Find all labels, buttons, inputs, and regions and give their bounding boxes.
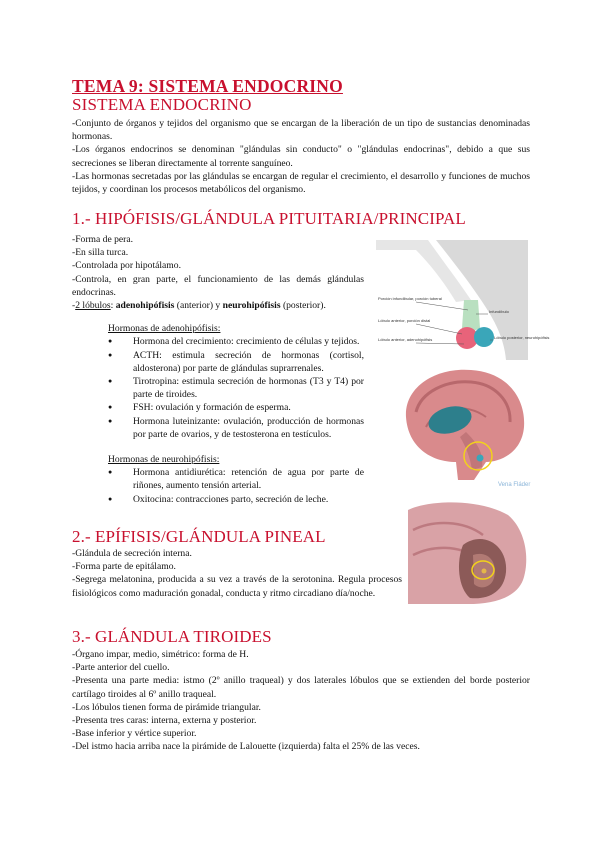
figure-label: Lóbulo anterior, adenohipófisis: [378, 337, 433, 342]
section-heading-hipofisis: 1.- HIPÓFISIS/GLÁNDULA PITUITARIA/PRINCIPAL: [72, 209, 466, 228]
figure-label: Lóbulo posterior, neurohipófisis: [494, 335, 550, 340]
text-line: -Forma de pera.: [72, 234, 134, 245]
intro-paragraph: -Los órganos endocrinos se denominan "glándulas sin conducto" o "glándulas endocrinas", debido a que sus secreciones se liberan directamente al torrente sanguíneo.: [72, 144, 530, 169]
section-title-sistema-endocrino: SISTEMA ENDOCRINO: [72, 95, 252, 114]
text-line: -Presenta tres caras: interna, externa y posterior.: [72, 715, 257, 727]
list-item: ● FSH: ovulación y formación de esperma.: [72, 401, 364, 414]
figure-label: Infundíbulo: [489, 309, 509, 314]
figure-label: Lóbulo anterior, porción distal: [378, 318, 431, 323]
list-item: ● ACTH: estimula secreción de hormonas (cortisol, aldosterona) por parte de glándulas suprarrenales.: [72, 349, 364, 375]
brain-figure-pineal: [408, 500, 528, 604]
intro-block: [72, 117, 530, 196]
brain-figure-pituitary: [396, 362, 531, 492]
text-line: -Órgano impar, medio, simétrico: forma de H.: [72, 649, 249, 660]
text-line: -Parte anterior del cuello.: [72, 662, 170, 674]
tiroides-text: [72, 648, 530, 754]
text-line: -Controlada por hipotálamo.: [72, 260, 181, 272]
text-line: -Controla, en gran parte, el funcionamiento de las demás glándulas endocrinas.: [72, 273, 364, 298]
text-line: -Forma parte de epitálamo.: [72, 561, 176, 573]
figure-caption: Vena Fláder: [498, 482, 531, 488]
text-line: -Segrega melatonina, producida a su vez a través de la serotonina. Regula procesos fisiológicos como maduración gonadal, conducta y ritmo circadiano día/noche.: [72, 574, 402, 599]
text-line: -Del istmo hacia arriba nace la pirámide de Lalouette (izquierda) falta el 25% de las veces.: [72, 741, 420, 753]
neuro-hormone-list: [72, 466, 364, 506]
adeno-heading: Hormonas de adenohipófisis:: [108, 323, 221, 335]
text-line: -Base inferior y vértice superior.: [72, 728, 197, 740]
list-item: ● Tirotropina: estimula secreción de hormonas (T3 y T4) por parte de tiroides.: [72, 375, 364, 401]
epifisis-text: [72, 547, 402, 600]
text-line: -Glándula de secreción interna.: [72, 548, 192, 559]
intro-paragraph: -Conjunto de órganos y tejidos del organismo que se encargan de la liberación de un tipo de sustancias denominadas hormonas.: [72, 118, 530, 143]
lobulos-line: -2 lóbulos: adenohipófisis (anterior) y neurohipófisis (posterior).: [72, 300, 326, 312]
document-title: TEMA 9: SISTEMA ENDOCRINO: [72, 76, 343, 96]
list-item: ● Hormona luteinizante: ovulación, producción de hormonas por parte de ovarios, y de testosterona en testículos.: [72, 415, 364, 441]
text-line: -Presenta una parte media: istmo (2º anillo traqueal) y dos laterales lóbulos que se extienden del borde posterior cartílago tiroides al 6º anillo traqueal.: [72, 675, 530, 700]
section-heading-tiroides: 3.- GLÁNDULA TIROIDES: [72, 627, 272, 646]
neuro-heading: Hormonas de neurohipófisis:: [108, 454, 220, 466]
text-line: -En silla turca.: [72, 247, 129, 259]
section-heading-epifisis: 2.- EPÍFISIS/GLÁNDULA PINEAL: [72, 527, 326, 546]
intro-paragraph: -Las hormonas secretadas por las glándulas se encargan de regular el crecimiento, el desarrollo y funciones de muchos tejidos, y coordinan los procesos metabólicos del organismo.: [72, 170, 530, 196]
list-item: ● Hormona antidiurética: retención de agua por parte de riñones, aumento tensión arterial.: [72, 466, 364, 492]
adeno-hormone-list: [72, 335, 364, 441]
list-item: ● Oxitocina: contracciones parto, secreción de leche.: [72, 493, 364, 506]
pituitary-diagram: [376, 240, 550, 360]
list-item: ● Hormona del crecimiento: crecimiento de células y tejidos.: [72, 335, 364, 348]
text-line: -Los lóbulos tienen forma de pirámide triangular.: [72, 701, 261, 713]
hipofisis-text: [72, 233, 364, 506]
figure-label: Porción infundibular, porción tuberal: [378, 296, 442, 301]
